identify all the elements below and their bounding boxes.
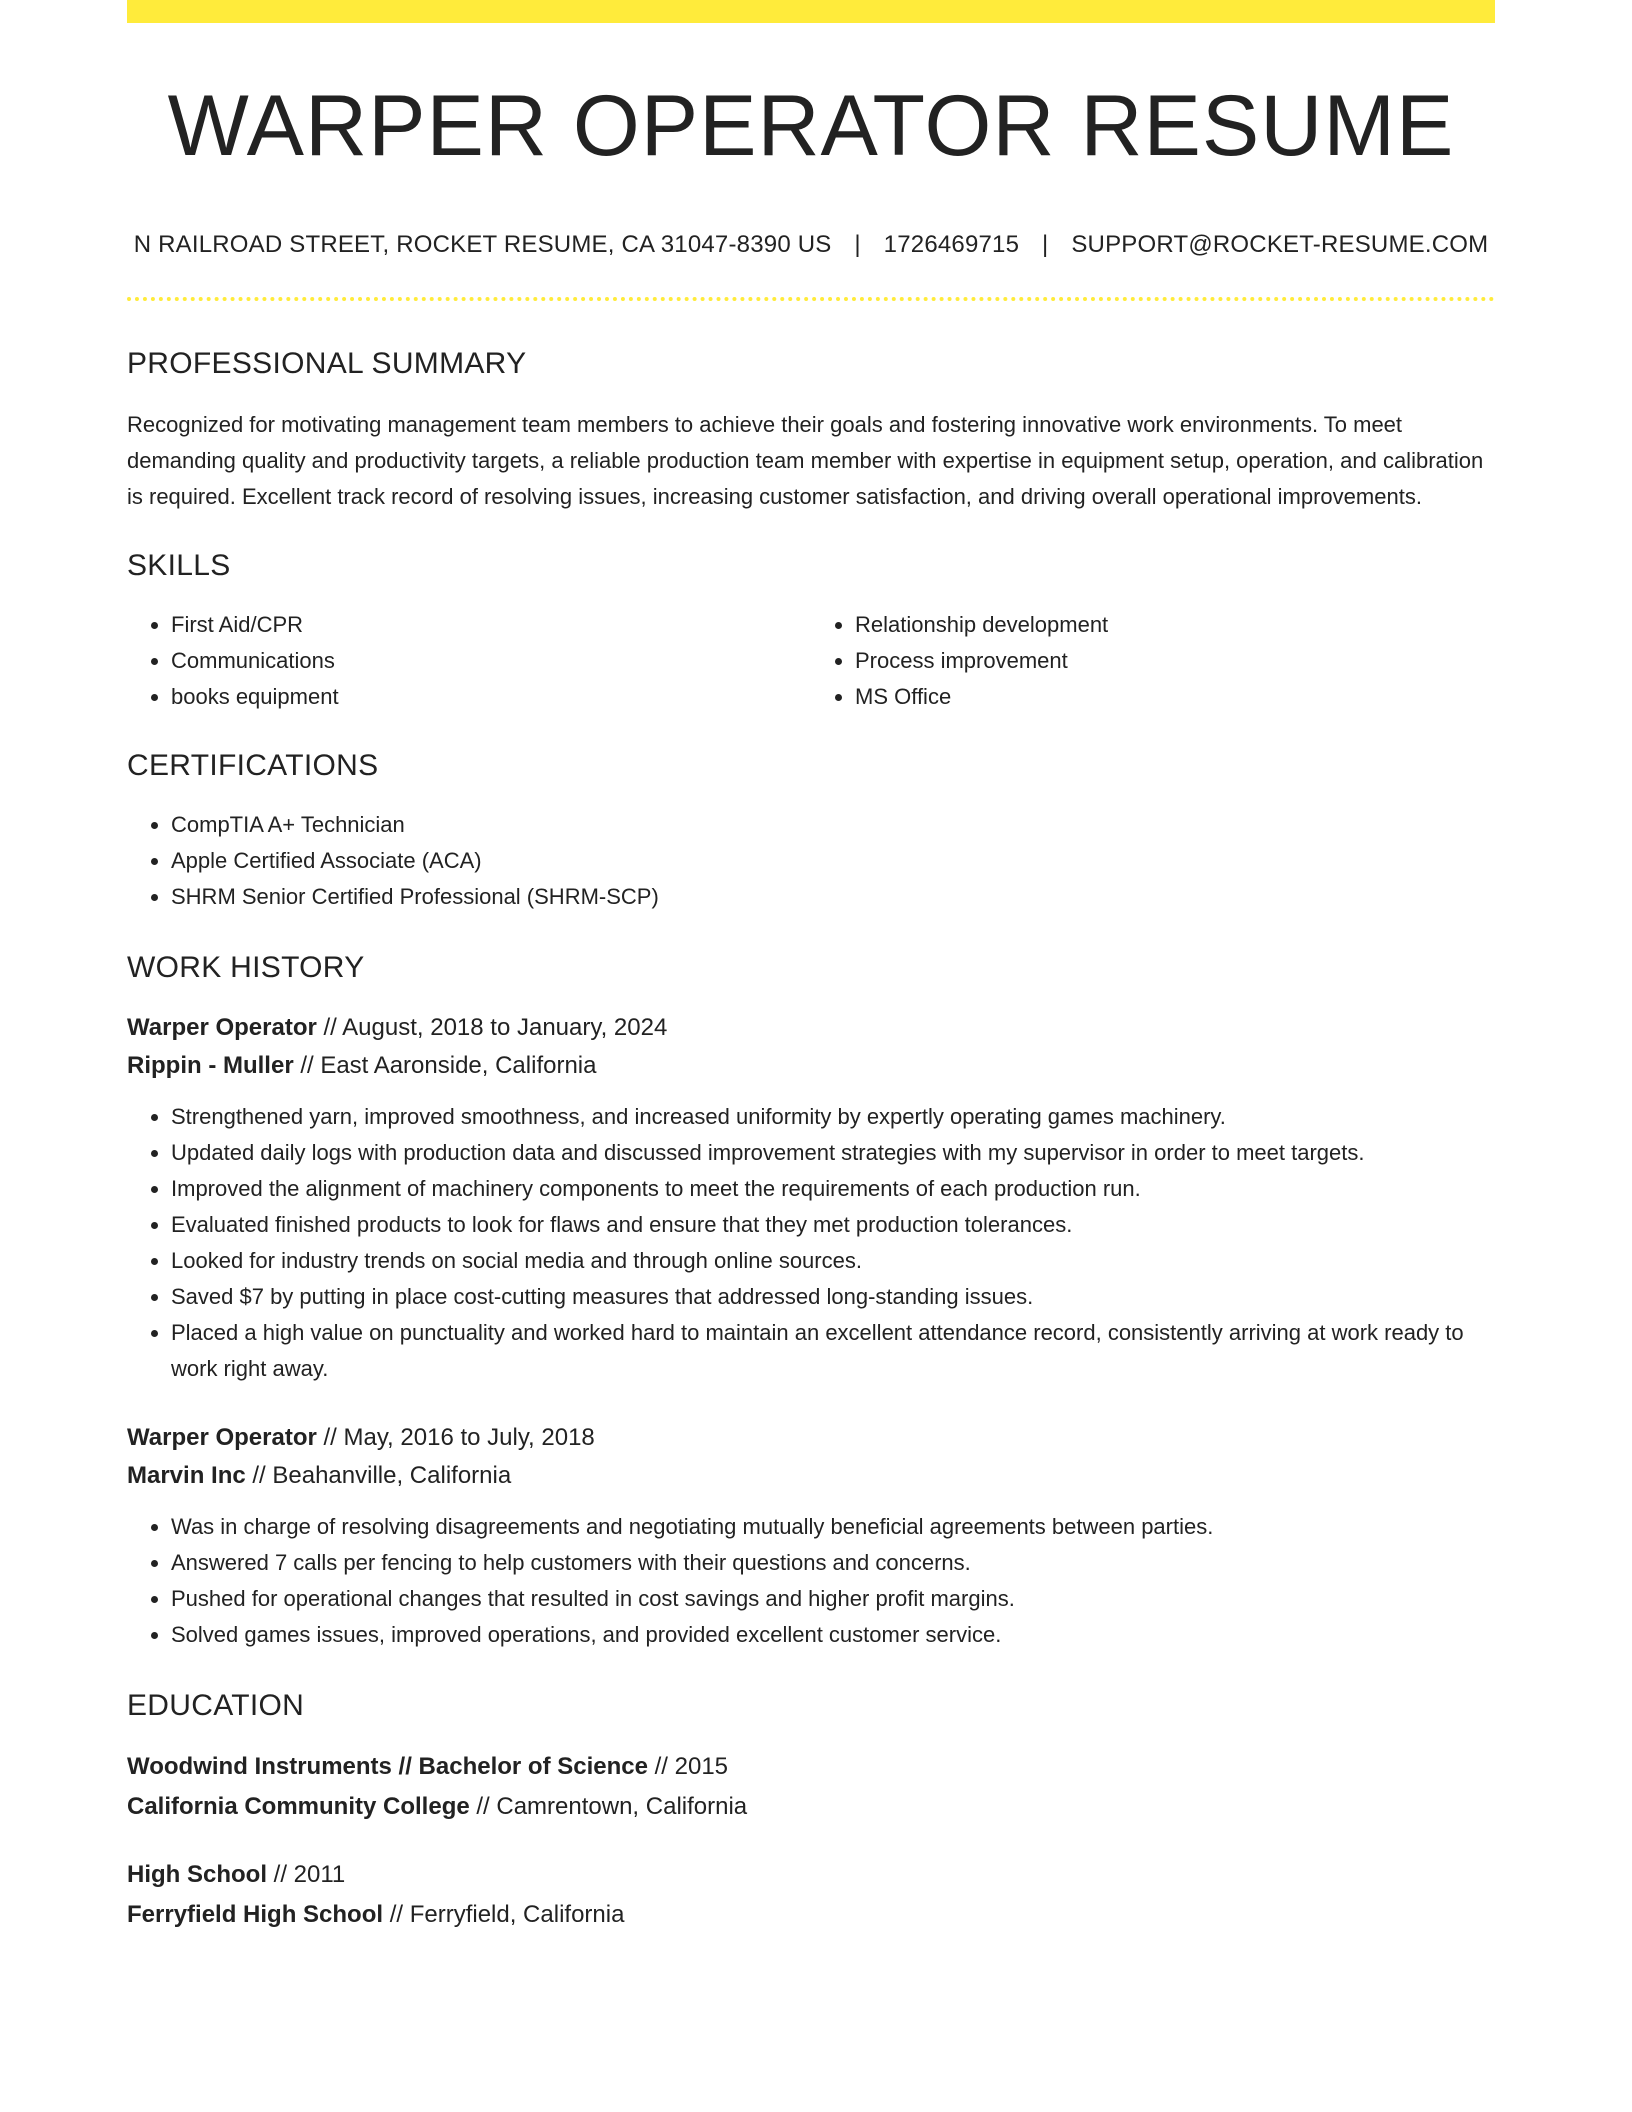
education-degree-line (127, 1855, 1495, 1895)
contact-line (127, 231, 1495, 259)
job-header (127, 1009, 1495, 1085)
skills-list-left (127, 607, 811, 715)
certification-item: • CompTIA A+ Technician (171, 807, 1495, 843)
job-title: Warper Operator (127, 1424, 317, 1451)
contact-phone: 1726469715 (883, 231, 1020, 258)
education-school: Ferryfield High School (127, 1901, 384, 1928)
job-company: Marvin Inc (127, 1462, 246, 1489)
resume-page (127, 0, 1495, 1935)
skill-item: • MS Office (855, 679, 1495, 715)
job-bullet: • Looked for industry trends on social media and through online sources. (171, 1243, 1495, 1279)
skill-item: • Process improvement (855, 643, 1495, 679)
education-year: // 2015 (647, 1753, 729, 1780)
section-heading: WORK HISTORY (127, 951, 365, 984)
section-heading: CERTIFICATIONS (127, 749, 379, 782)
education-section (127, 1691, 1495, 1935)
job-title-line (127, 1009, 1495, 1047)
job-dates: // August, 2018 to January, 2024 (316, 1014, 668, 1041)
skill-item: • First Aid/CPR (171, 607, 811, 643)
job-bullet: • Improved the alignment of machinery components to meet the requirements of each production run. (171, 1171, 1495, 1207)
education-school-line (127, 1895, 1495, 1935)
education-degree: Woodwind Instruments // Bachelor of Science (127, 1753, 648, 1780)
section-heading: PROFESSIONAL SUMMARY (127, 347, 527, 380)
contact-address: N RAILROAD STREET, ROCKET RESUME, CA 31047-8390 US (133, 231, 832, 258)
certification-item: • Apple Certified Associate (ACA) (171, 843, 1495, 879)
skill-item: • Relationship development (855, 607, 1495, 643)
skill-item: • books equipment (171, 679, 811, 715)
education-location: // Ferryfield, California (383, 1901, 625, 1928)
job-company: Rippin - Muller (127, 1052, 294, 1079)
job-bullet: • Saved $7 by putting in place cost-cutting measures that addressed long-standing issues. (171, 1279, 1495, 1315)
education-degree: High School (127, 1861, 267, 1888)
job-dates: // May, 2016 to July, 2018 (316, 1424, 595, 1451)
dotted-divider (127, 297, 1495, 301)
job-bullet: • Pushed for operational changes that resulted in cost savings and higher profit margins. (171, 1581, 1495, 1617)
certifications-list (127, 807, 1495, 915)
skills-list-right (811, 607, 1495, 715)
skills-grid (127, 607, 1495, 715)
job-entry (127, 1009, 1495, 1387)
certification-item: • SHRM Senior Certified Professional (SHRM-SCP) (171, 879, 1495, 915)
work-history-section (127, 953, 1495, 1653)
job-bullet: • Evaluated finished products to look for flaws and ensure that they met production tolerances. (171, 1207, 1495, 1243)
job-location: // Beahanville, California (245, 1462, 512, 1489)
skill-item: • Communications (171, 643, 811, 679)
section-heading: SKILLS (127, 549, 231, 582)
contact-separator: | (854, 231, 861, 258)
job-bullets (127, 1099, 1495, 1387)
education-entry (127, 1855, 1495, 1935)
skills-section (127, 551, 1495, 715)
education-school: California Community College (127, 1793, 470, 1820)
certifications-section (127, 751, 1495, 915)
job-title-line (127, 1419, 1495, 1457)
job-bullet: • Placed a high value on punctuality and worked hard to maintain an excellent attendance record, consistently arriving at work ready to work right away. (171, 1315, 1495, 1387)
education-school-line (127, 1787, 1495, 1827)
job-header (127, 1419, 1495, 1495)
job-title: Warper Operator (127, 1014, 317, 1041)
top-accent-bar (127, 0, 1495, 23)
contact-separator: | (1042, 231, 1049, 258)
job-bullet: • Strengthened yarn, improved smoothness, and increased uniformity by expertly operating games machinery. (171, 1099, 1495, 1135)
education-location: // Camrentown, California (469, 1793, 748, 1820)
job-bullet: • Solved games issues, improved operations, and provided excellent customer service. (171, 1617, 1495, 1653)
job-bullet: • Was in charge of resolving disagreements and negotiating mutually beneficial agreements between parties. (171, 1509, 1495, 1545)
job-bullet: • Answered 7 calls per fencing to help customers with their questions and concerns. (171, 1545, 1495, 1581)
job-bullet: • Updated daily logs with production data and discussed improvement strategies with my supervisor in order to meet targets. (171, 1135, 1495, 1171)
summary-text: Recognized for motivating management team members to achieve their goals and fostering innovative work environments. To meet demanding quality and productivity targets, a reliable production team member with expertise in equipment setup, operation, and calibration is required. Excellent track record of resolving issues, increasing customer satisfaction, and driving overall operational improvements. (127, 412, 1484, 509)
education-entry (127, 1747, 1495, 1827)
contact-email: SUPPORT@ROCKET-RESUME.COM (1071, 231, 1489, 258)
section-heading: EDUCATION (127, 1689, 305, 1722)
job-company-line (127, 1457, 1495, 1495)
job-location: // East Aaronside, California (293, 1052, 597, 1079)
resume-title: WARPER OPERATOR RESUME (167, 78, 1455, 174)
education-degree-line (127, 1747, 1495, 1787)
job-entry (127, 1419, 1495, 1653)
job-bullets (127, 1509, 1495, 1653)
job-company-line (127, 1047, 1495, 1085)
education-year: // 2011 (267, 1861, 346, 1888)
professional-summary-section (127, 349, 1495, 515)
